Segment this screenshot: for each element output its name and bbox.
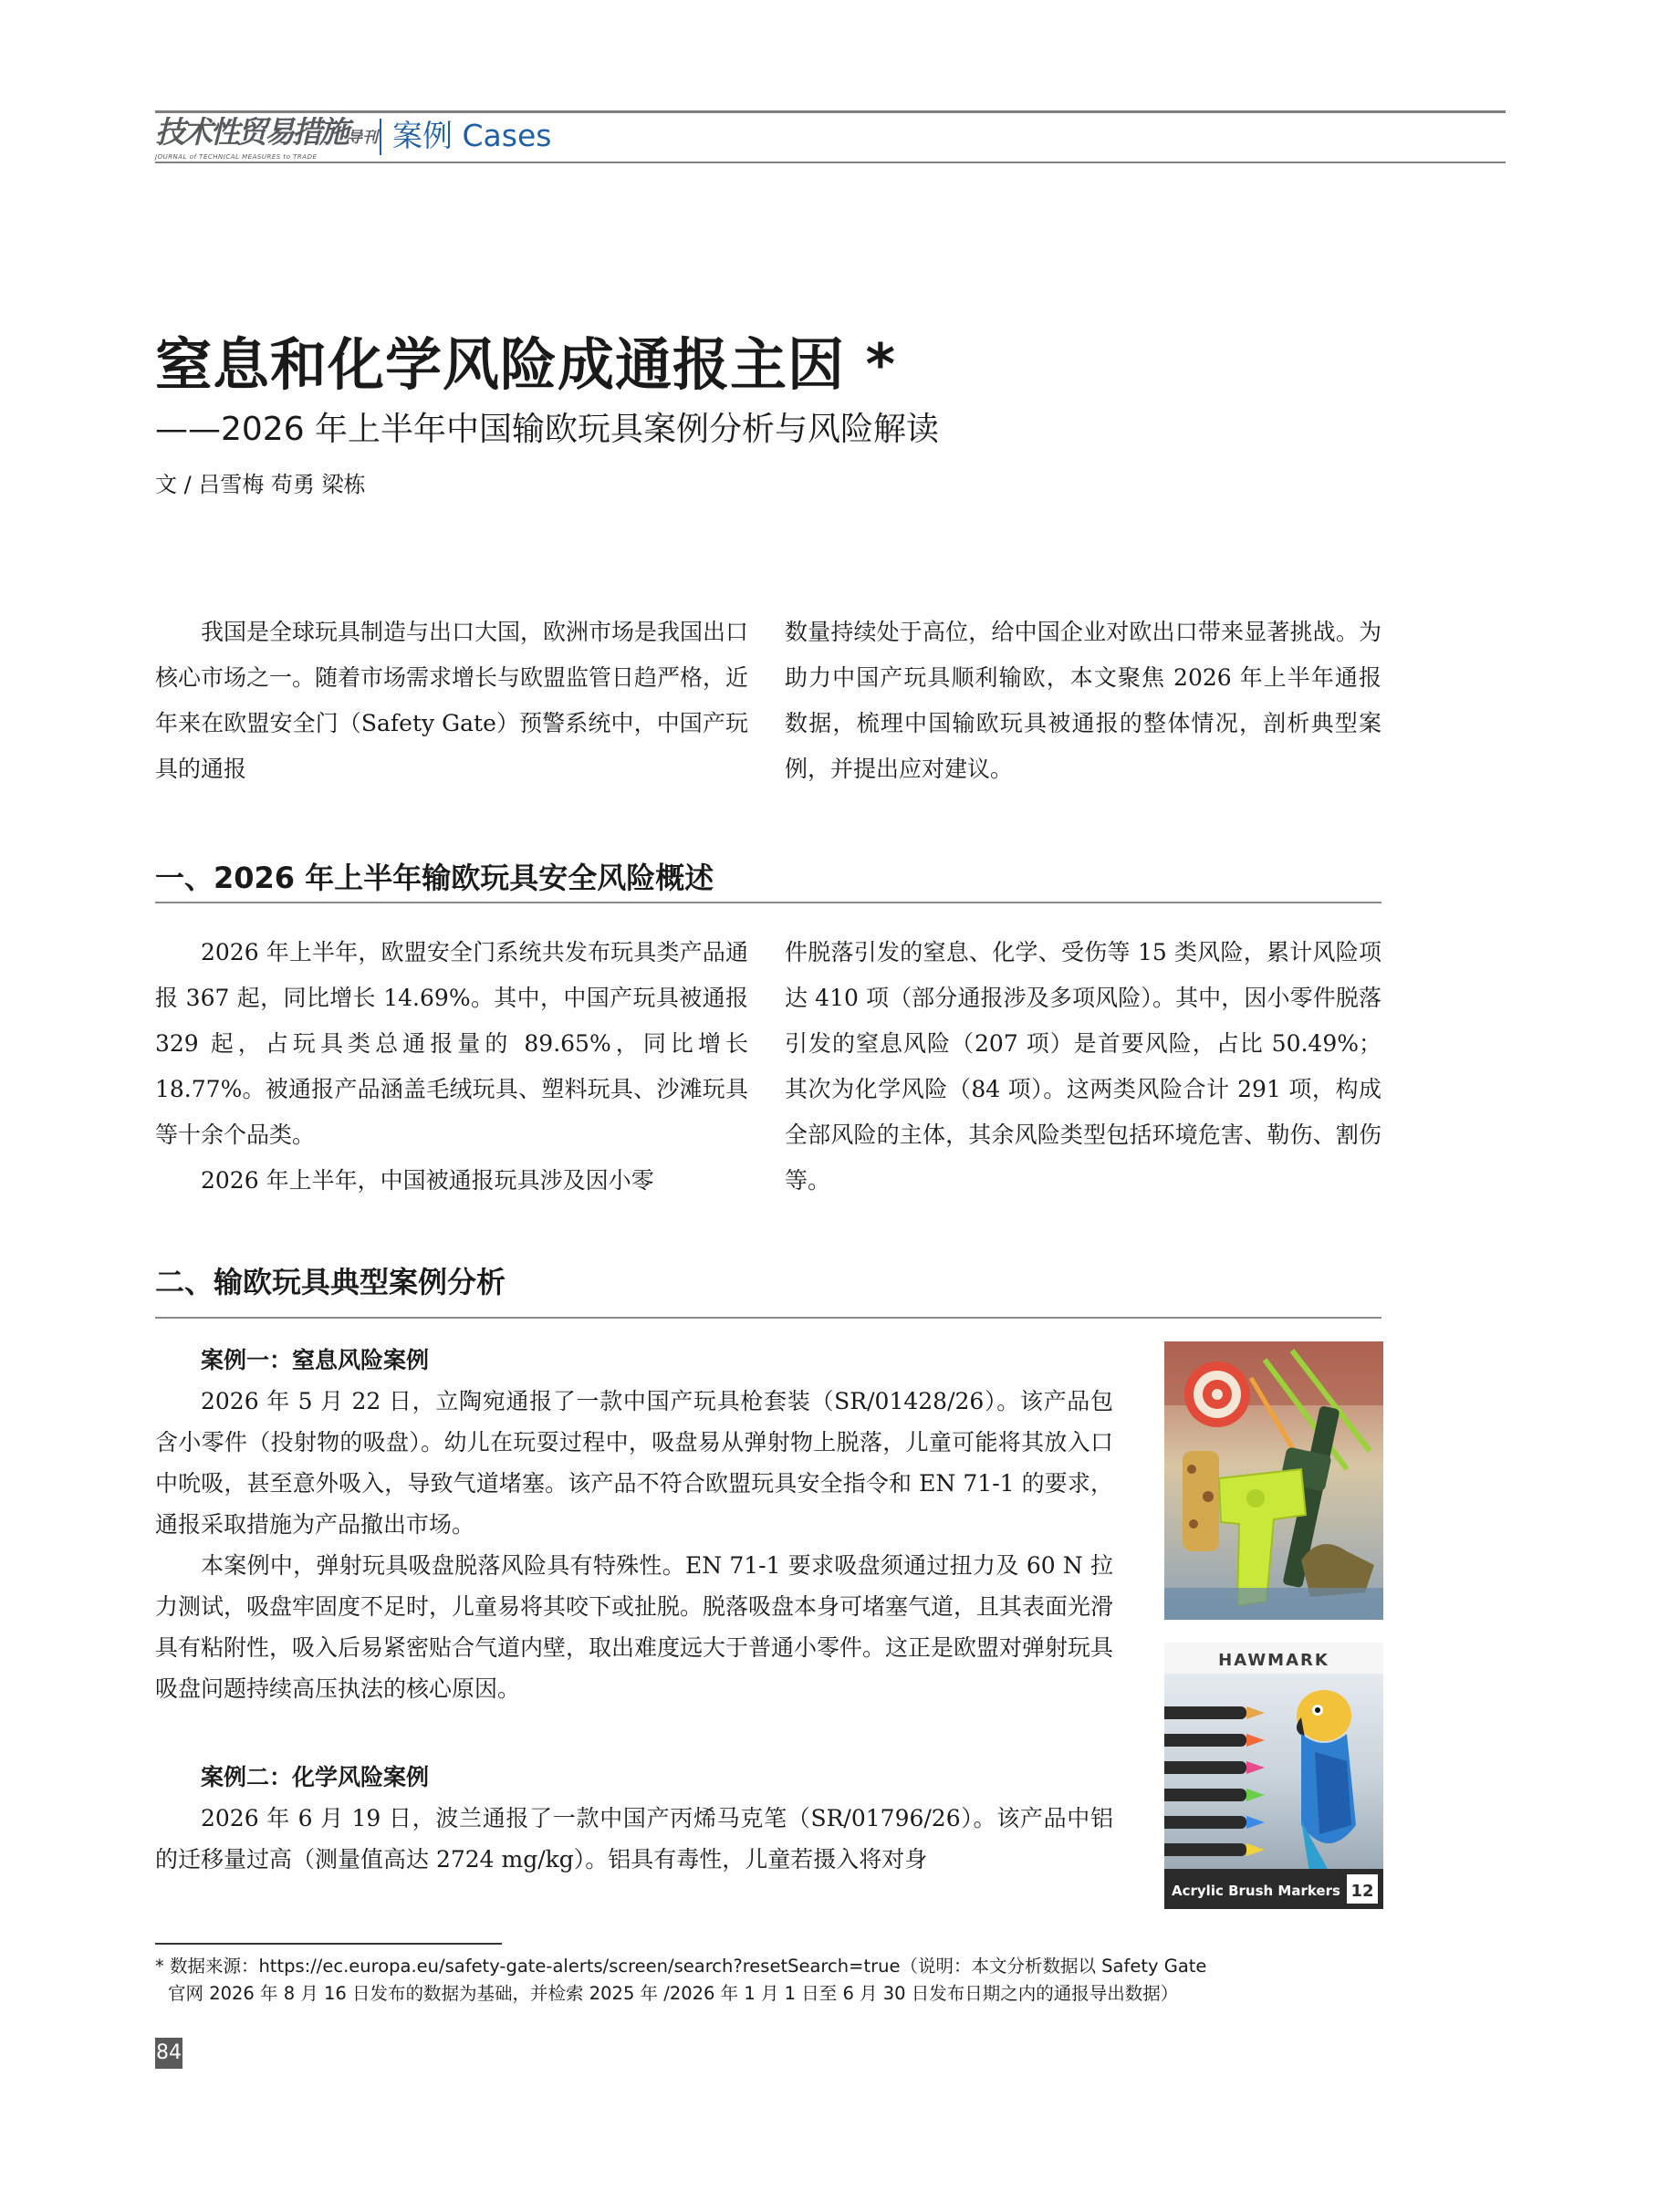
case1-paragraph-1: 2026 年 5 月 22 日，立陶宛通报了一款中国产玩具枪套装（SR/01428/26）。该产品包含小零件（投射物的吸盘）。幼儿在玩耍过程中，吸盘易从弹射物上脱落，儿童可能将其放入口中吮吸，甚至意外吸入，导致气道堵塞。该产品不符合欧盟玩具安全指令和 EN 71-1 的要求，通报采取措施为产品撤出市场。 xyxy=(155,1388,1113,1538)
section1-paragraph-2: 2026 年上半年，中国被通报玩具涉及因小零 xyxy=(201,1167,654,1194)
section-label: 案例 Cases xyxy=(392,118,552,153)
footnote-line-2: 官网 2026 年 8 月 16 日发布的数据为基础，并检索 2025 年 /2026 年 1 月 1 日至 6 月 30 日发布日期之内的通报导出数据） xyxy=(168,1983,1179,2004)
intro-paragraph-left: 我国是全球玩具制造与出口大国，欧洲市场是我国出口核心市场之一。随着市场需求增长与欧盟监管日趋严格，近年来在欧盟安全门（Safety Gate）预警系统中，中国产玩具的通报 xyxy=(155,619,749,782)
marker-brand-text: HAWMARK xyxy=(1218,1651,1329,1670)
intro-paragraph-right: 数量持续处于高位，给中国企业对欧出口带来显著挑战。为助力中国产玩具顺利输欧，本文聚焦 2026 年上半年通报数据，梳理中国输欧玩具被通报的整体情况，剖析典型案例，并提出应对建议。 xyxy=(785,619,1381,782)
header-divider xyxy=(380,119,381,155)
toy-gun-set-photo xyxy=(1164,1341,1383,1620)
case2-paragraph-1: 2026 年 6 月 19 日，波兰通报了一款中国产丙烯马克笔（SR/01796/26）。该产品中铝的迁移量过高（测量值高达 2724 mg/kg）。铝具有毒性，儿童若摄入将对身 xyxy=(155,1805,1113,1873)
section2-heading: 二、输欧玩具典型案例分析 xyxy=(155,1265,506,1299)
footnote-line-1: * 数据来源：https://ec.europa.eu/safety-gate-alerts/screen/search?resetSearch=true（说明：本文分析数据以 Safety Gate xyxy=(155,1956,1207,1977)
footnote-rule xyxy=(155,1943,502,1945)
case1-paragraph-2: 本案例中，弹射玩具吸盘脱落风险具有特殊性。EN 71-1 要求吸盘须通过扭力及 60 N 拉力测试，吸盘牢固度不足时，儿童易将其咬下或扯脱。脱落吸盘本身可堵塞气道，且其表面光滑具有粘附性，吸入后易紧密贴合气道内壁，取出难度远大于普通小零件。这正是欧盟对弹射玩具吸盘问题持续高压执法的核心原因。 xyxy=(155,1552,1114,1702)
footnote xyxy=(155,1953,1381,2008)
case2-title: 案例二：化学风险案例 xyxy=(201,1764,430,1790)
intro-right-column xyxy=(785,610,1381,792)
case2-block xyxy=(155,1757,1113,1880)
journal-logo xyxy=(155,114,378,161)
section1-rule xyxy=(155,902,1381,903)
article-title: 窒息和化学风险成通报主因 * xyxy=(155,331,897,398)
acrylic-markers-photo xyxy=(1164,1643,1383,1909)
header-rule-bottom xyxy=(155,162,1506,163)
article-subtitle: ——2026 年上半年中国输欧玩具案例分析与风险解读 xyxy=(155,411,940,448)
header-rule-top xyxy=(155,110,1506,113)
section2-rule xyxy=(155,1317,1381,1319)
section1-paragraph-right: 件脱落引发的窒息、化学、受伤等 15 类风险，累计风险项达 410 项（部分通报涉及多项风险）。其中，因小零件脱落引发的窒息风险（207 项）是首要风险，占比 50.49%；其次为化学风险（84 项）。这两类风险合计 291 项，构成全部风险的主体，其余风险类型包括环境危害、勒伤、割伤等。 xyxy=(785,939,1381,1194)
article-byline: 文 / 吕雪梅 苟勇 梁栋 xyxy=(155,472,366,497)
section1-paragraph-1: 2026 年上半年，欧盟安全门系统共发布玩具类产品通报 367 起，同比增长 14.69%。其中，中国产玩具被通报 329 起，占玩具类总通报量的 89.65%，同比增长 18.77%。被通报产品涵盖毛绒玩具、塑料玩具、沙滩玩具等十余个品类。 xyxy=(155,939,748,1148)
journal-name: 技术性贸易措施 xyxy=(155,114,347,150)
section1-left-column xyxy=(155,930,748,1204)
journal-suffix: 导刊 xyxy=(347,129,378,147)
section1-right-column xyxy=(785,930,1381,1204)
section1-heading: 一、2026 年上半年输欧玩具安全风险概述 xyxy=(155,861,714,895)
case1-block xyxy=(155,1340,1113,1709)
marker-product-text: Acrylic Brush Markers xyxy=(1172,1883,1340,1899)
marker-count-text: 12 xyxy=(1350,1882,1374,1901)
case1-title: 案例一：窒息风险案例 xyxy=(201,1347,430,1373)
journal-english-name: JOURNAL of TECHNICAL MEASURES to TRADE xyxy=(155,153,318,161)
intro-left-column xyxy=(155,610,748,792)
page-number: 84 xyxy=(155,2038,182,2069)
